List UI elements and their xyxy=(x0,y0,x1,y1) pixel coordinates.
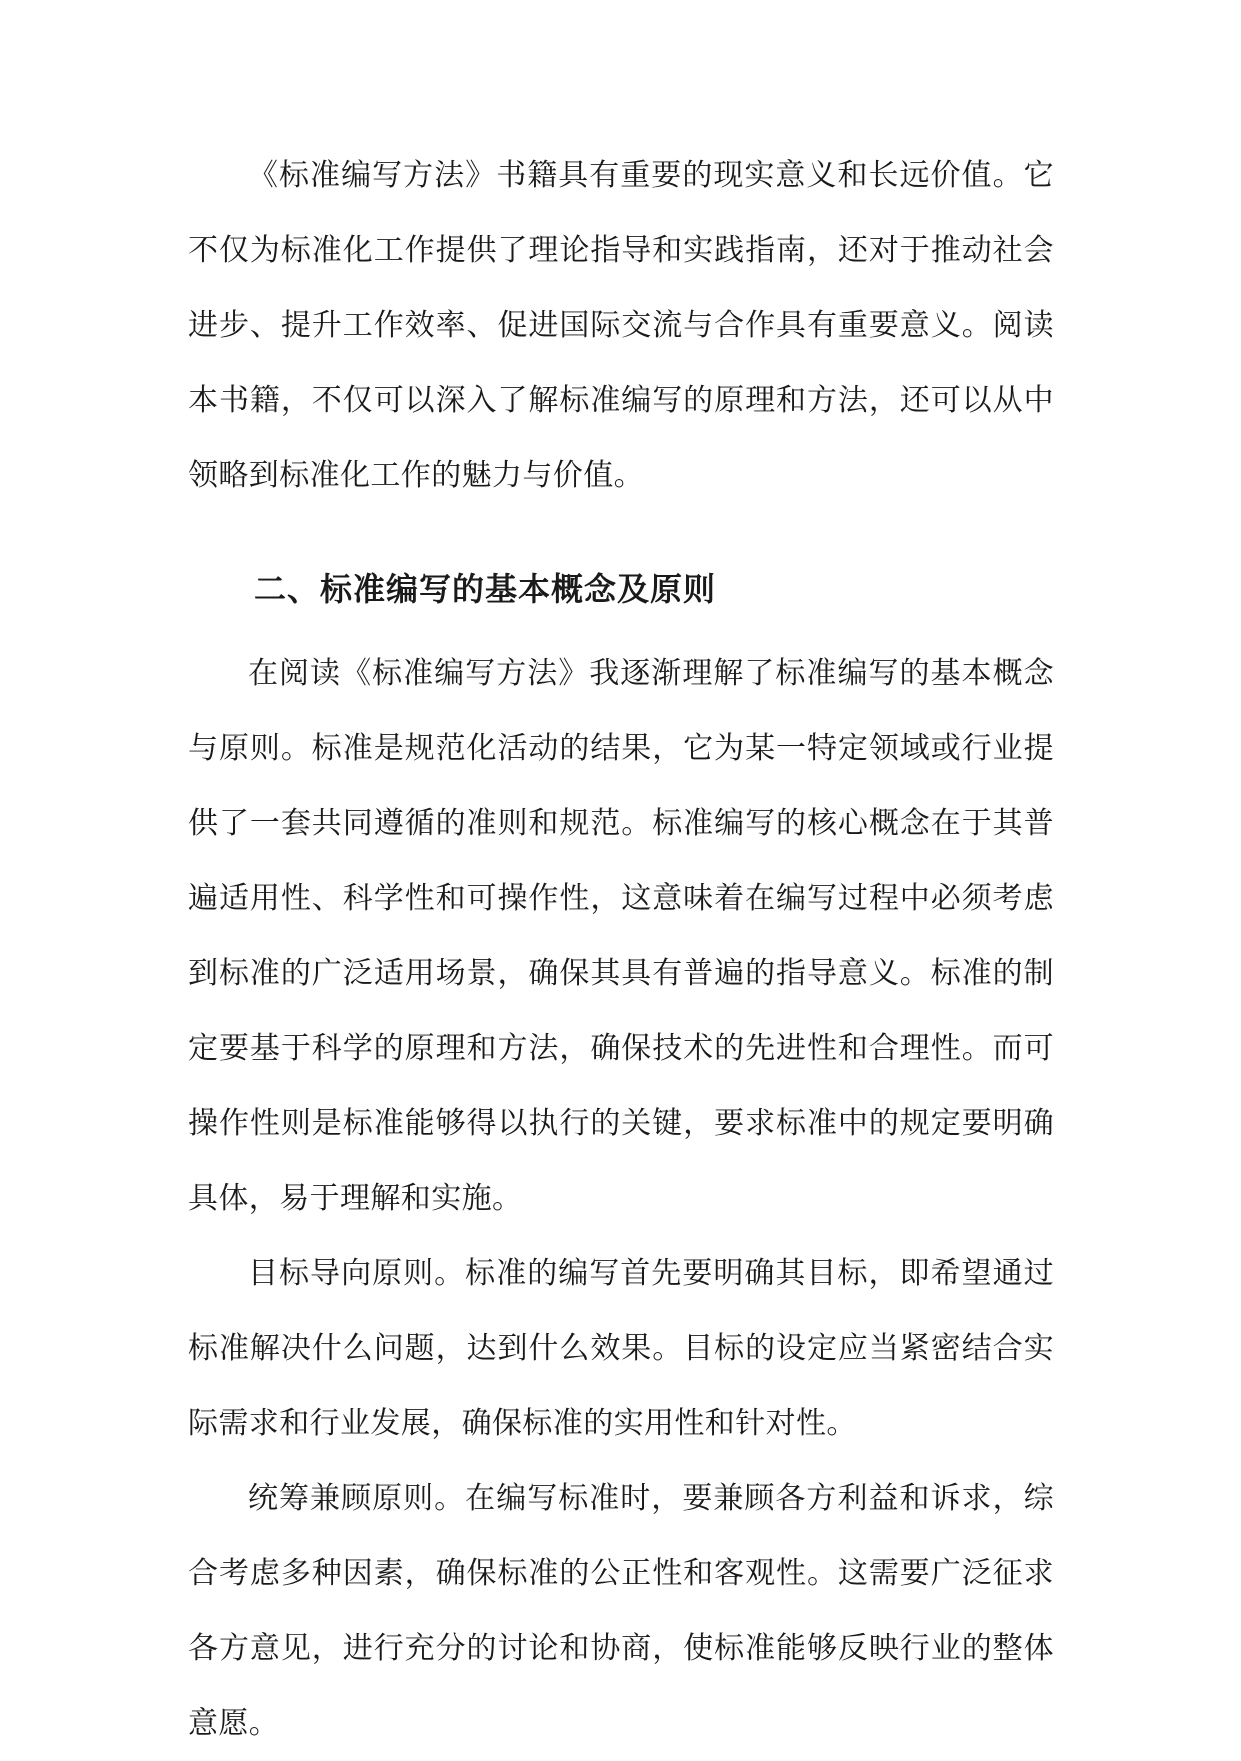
concept-paragraph: 在阅读《标准编写方法》我逐渐理解了标准编写的基本概念与原则。标准是规范化活动的结果，它为某一特定领域或行业提供了一套共同遵循的准则和规范。标准编写的核心概念在于其普遍适用性、科学性和可操作性，这意味着在编写过程中必须考虑到标准的广泛适用场景，确保其具有普遍的指导意义。标准的制定要基于科学的原理和方法，确保技术的先进性和合理性。而可操作性则是标准能够得以执行的关键，要求标准中的规定要明确具体，易于理解和实施。 xyxy=(188,656,1054,1216)
page-content xyxy=(188,138,1054,1761)
overall-planning-principle-paragraph: 统筹兼顾原则。在编写标准时，要兼顾各方利益和诉求，综合考虑多种因素，确保标准的公正性和客观性。这需要广泛征求各方意见，进行充分的讨论和协商，使标准能够反映行业的整体意愿。 xyxy=(188,1481,1054,1741)
section-heading: 二、标准编写的基本概念及原则 xyxy=(254,570,717,608)
goal-oriented-principle-paragraph: 目标导向原则。标准的编写首先要明确其目标，即希望通过标准解决什么问题，达到什么效果。目标的设定应当紧密结合实际需求和行业发展，确保标准的实用性和针对性。 xyxy=(188,1256,1054,1441)
intro-paragraph: 《标准编写方法》书籍具有重要的现实意义和长远价值。它不仅为标准化工作提供了理论指导和实践指南，还对于推动社会进步、提升工作效率、促进国际交流与合作具有重要意义。阅读本书籍，不仅可以深入了解标准编写的原理和方法，还可以从中领略到标准化工作的魅力与价值。 xyxy=(188,158,1054,493)
